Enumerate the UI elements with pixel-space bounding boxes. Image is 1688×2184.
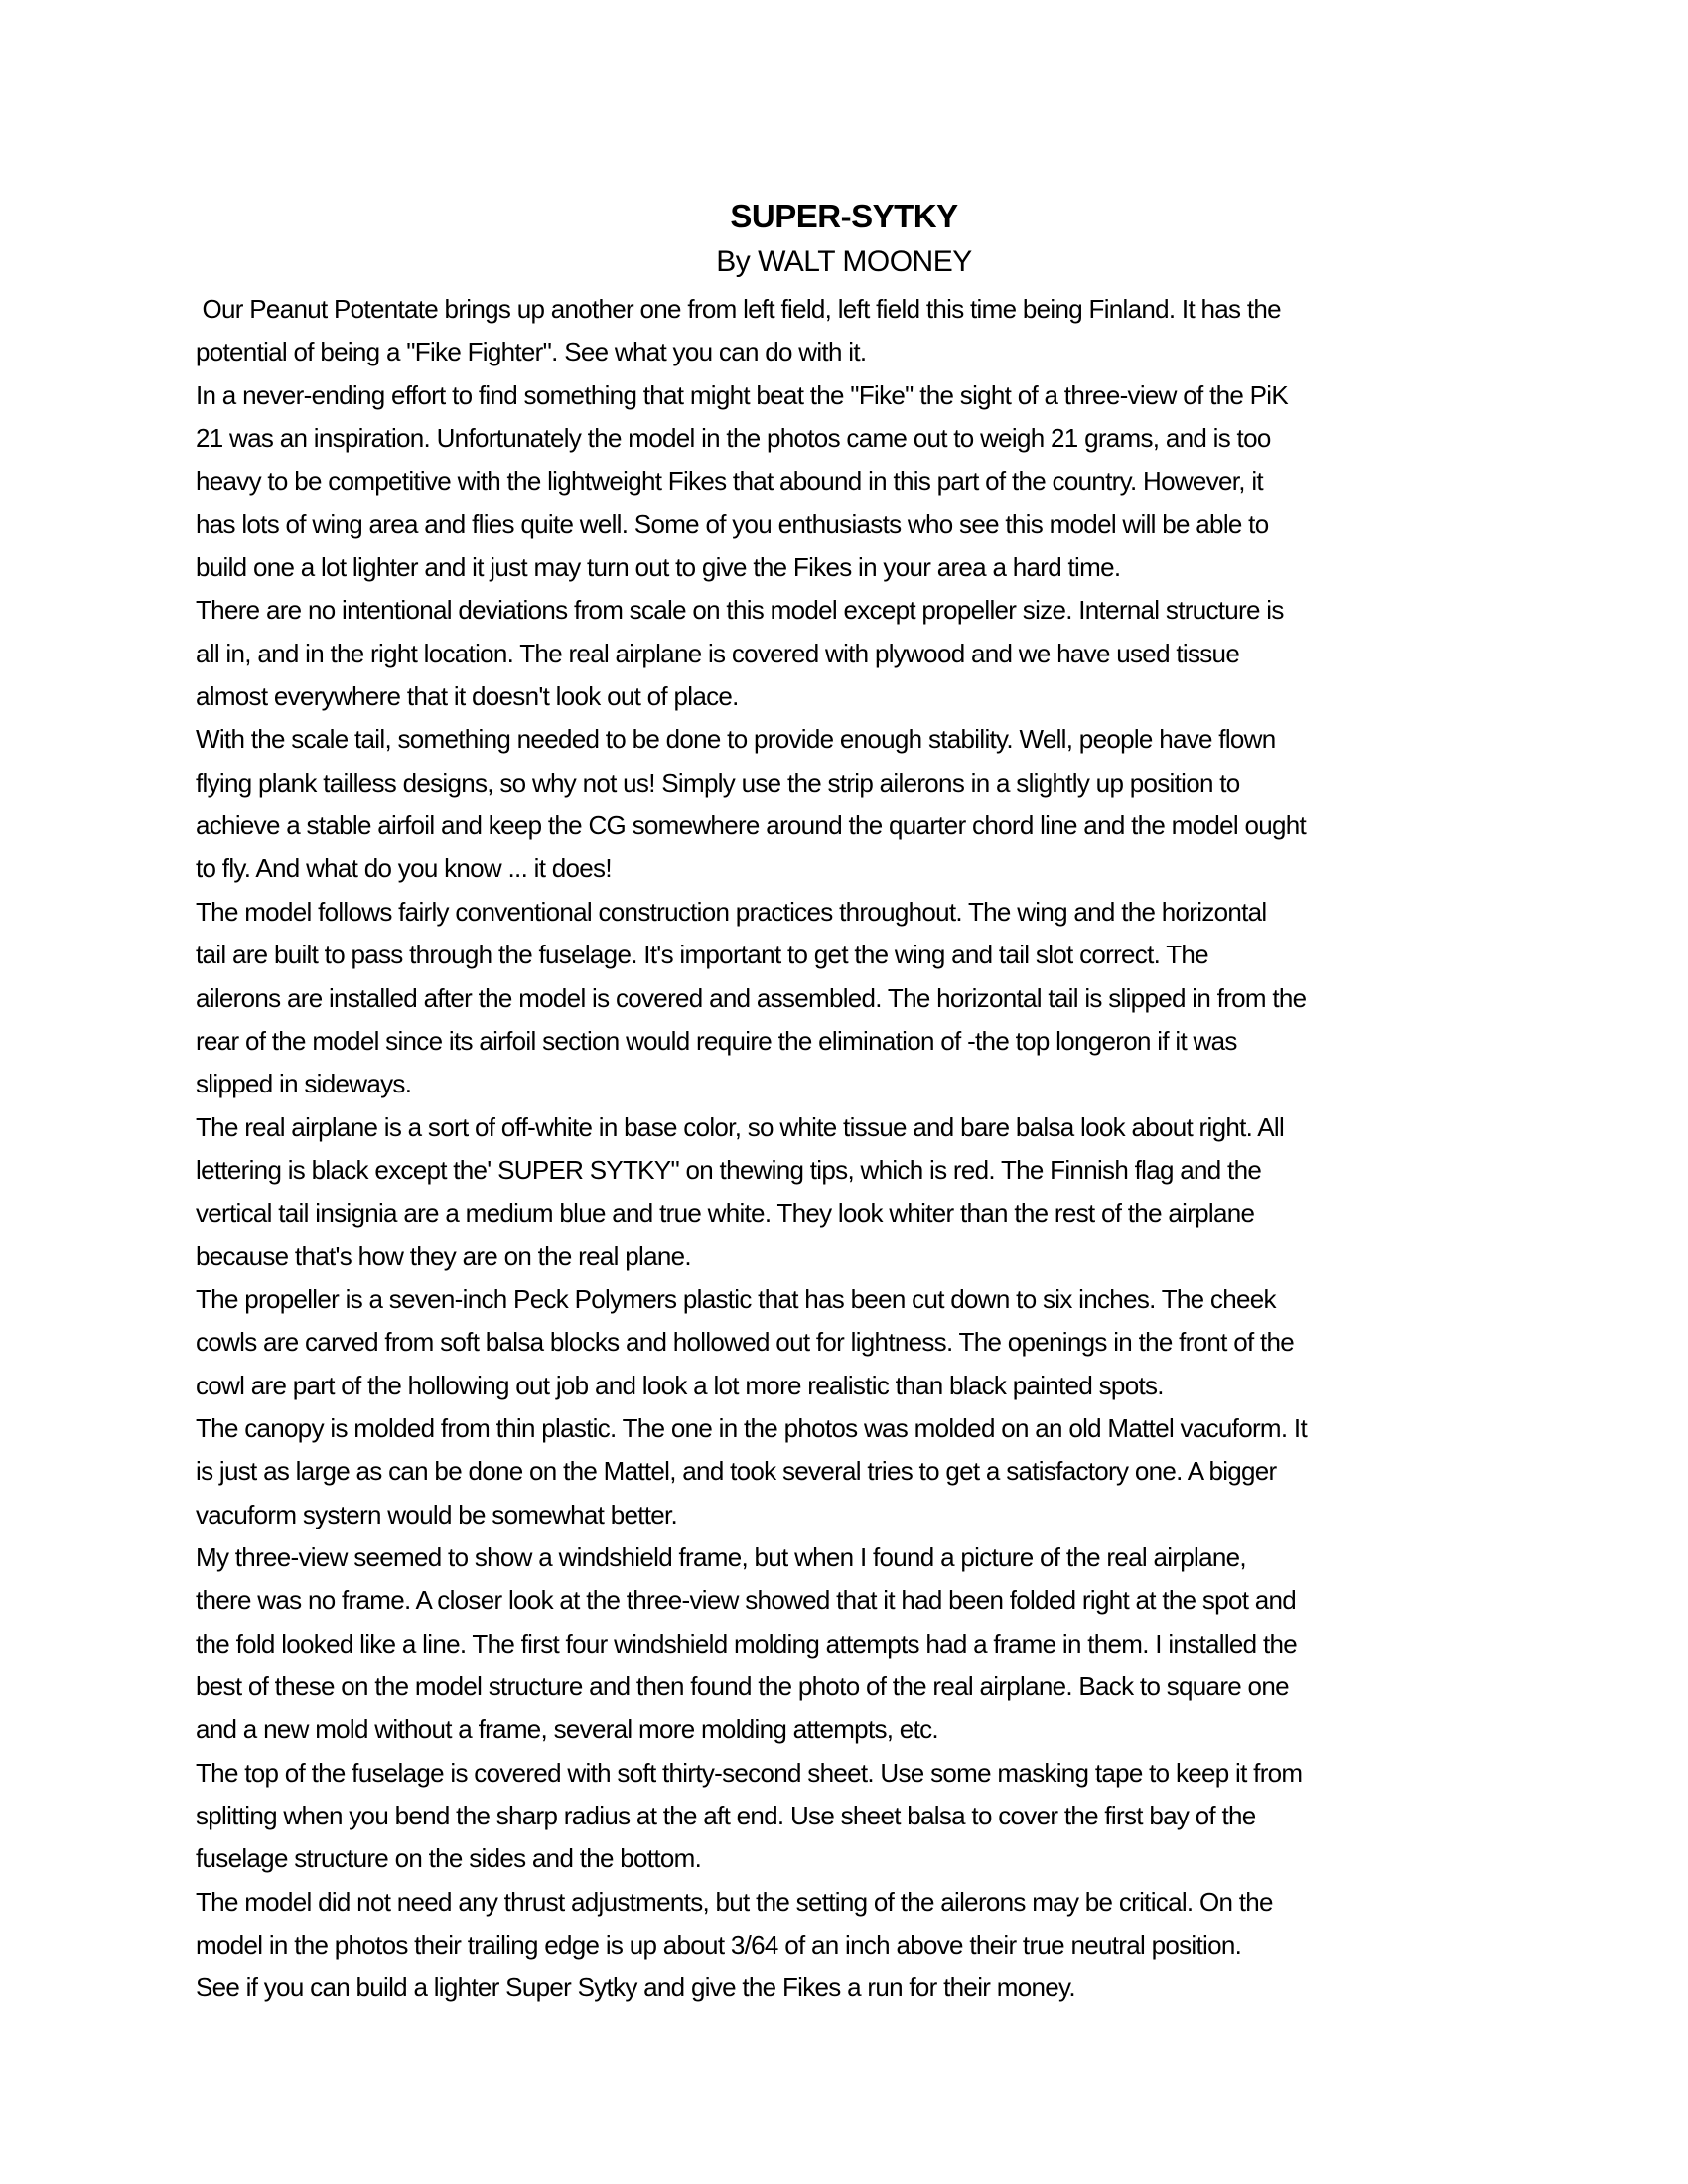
text-line: vertical tail insignia are a medium blue and true white. They look whiter than the rest of the airplane [196,1198,1255,1229]
text-line: is just as large as can be done on the Mattel, and took several tries to get a satisfactory one. A bigger [196,1456,1277,1487]
paragraph [196,1881,1526,2010]
text-line: Our Peanut Potentate brings up another one from left field, left field this time being Finland. It has the [196,294,1281,324]
text-line: The canopy is molded from thin plastic. The one in the photos was molded on an old Mattel vacuform. It [196,1412,1307,1443]
text-line: and a new mold without a frame, several more molding attempts, etc. [196,1714,938,1745]
text-line: The model did not need any thrust adjustments, but the setting of the ailerons may be critical. On the [196,1886,1273,1917]
text-line: splitting when you bend the sharp radius at the aft end. Use sheet balsa to cover the first bay of the [196,1801,1256,1831]
text-line: potential of being a "Fike Fighter". See what you can do with it. [196,337,867,367]
document-body [196,288,1526,2010]
text-line: There are no intentional deviations from scale on this model except propeller size. Internal structure is [196,595,1284,626]
text-line: tail are built to pass through the fuselage. It's important to get the wing and tail slot correct. The [196,940,1208,970]
text-line: The model follows fairly conventional construction practices throughout. The wing and the horizontal [196,896,1267,927]
paragraph [196,1407,1526,1536]
text-line: fuselage structure on the sides and the bottom. [196,1843,702,1874]
text-line: slipped in sideways. [196,1069,412,1099]
text-line: cowls are carved from soft balsa blocks and hollowed out for lightness. The openings in the front of the [196,1327,1295,1358]
document-byline: By WALT MOONEY [716,245,972,278]
paragraph [196,288,1526,374]
text-line: In a never-ending effort to find something that might beat the "Fike" the sight of a three-view of the PiK [196,379,1289,410]
text-line: See if you can build a lighter Super Sytky and give the Fikes a run for their money. [196,1972,1075,2003]
text-line: the fold looked like a line. The first four windshield molding attempts had a frame in them. I installed the [196,1628,1297,1659]
text-line: ailerons are installed after the model is covered and assembled. The horizontal tail is slipped in from the [196,982,1307,1013]
text-line: build one a lot lighter and it just may turn out to give the Fikes in your area a hard time. [196,552,1121,583]
text-line: heavy to be competitive with the lightweight Fikes that abound in this part of the country. However, it [196,466,1263,497]
text-line: lettering is black except the' SUPER SYTKY" on thewing tips, which is red. The Finnish flag and the [196,1154,1262,1185]
text-line: 21 was an inspiration. Unfortunately the model in the photos came out to weigh 21 grams, and is too [196,423,1271,454]
text-line: cowl are part of the hollowing out job and look a lot more realistic than black painted spots. [196,1370,1164,1400]
text-line: The top of the fuselage is covered with soft thirty-second sheet. Use some masking tape to keep it from [196,1757,1303,1788]
text-line: because that's how they are on the real plane. [196,1240,691,1271]
text-line: to fly. And what do you know ... it does! [196,853,612,884]
paragraph [196,1278,1526,1407]
paragraph [196,1536,1526,1752]
text-line: My three-view seemed to show a windshield frame, but when I found a picture of the real airplane, [196,1541,1246,1572]
paragraph [196,1106,1526,1278]
text-line: there was no frame. A closer look at the three-view showed that it had been folded right at the spot and [196,1585,1297,1616]
paragraph [196,718,1526,890]
paragraph [196,589,1526,718]
text-line: With the scale tail, something needed to be done to provide enough stability. Well, people have flown [196,724,1276,755]
text-line: flying plank tailless designs, so why not us! Simply use the strip ailerons in a slightly up position to [196,767,1240,798]
text-line: best of these on the model structure and then found the photo of the real airplane. Back to square one [196,1672,1289,1701]
text-line: vacuform systern would be somewhat better. [196,1499,678,1529]
text-line: has lots of wing area and flies quite well. Some of you enthusiasts who see this model will be able to [196,509,1269,539]
text-line: The propeller is a seven-inch Peck Polymers plastic that has been cut down to six inches. The cheek [196,1283,1276,1314]
text-line: all in, and in the right location. The real airplane is covered with plywood and we have used tissue [196,638,1240,668]
text-line: model in the photos their trailing edge is up about 3/64 of an inch above their true neutral position. [196,1930,1242,1961]
text-line: The real airplane is a sort of off-white in base color, so white tissue and bare balsa look about right. All [196,1111,1285,1142]
paragraph [196,891,1526,1106]
document-title: SUPER-SYTKY [730,198,958,234]
text-line: achieve a stable airfoil and keep the CG somewhere around the quarter chord line and the model ought [196,810,1307,841]
text-line: rear of the model since its airfoil section would require the elimination of -the top longeron if it was [196,1025,1237,1056]
paragraph [196,1752,1526,1881]
paragraph [196,374,1526,590]
text-line: almost everywhere that it doesn't look out of place. [196,681,739,712]
